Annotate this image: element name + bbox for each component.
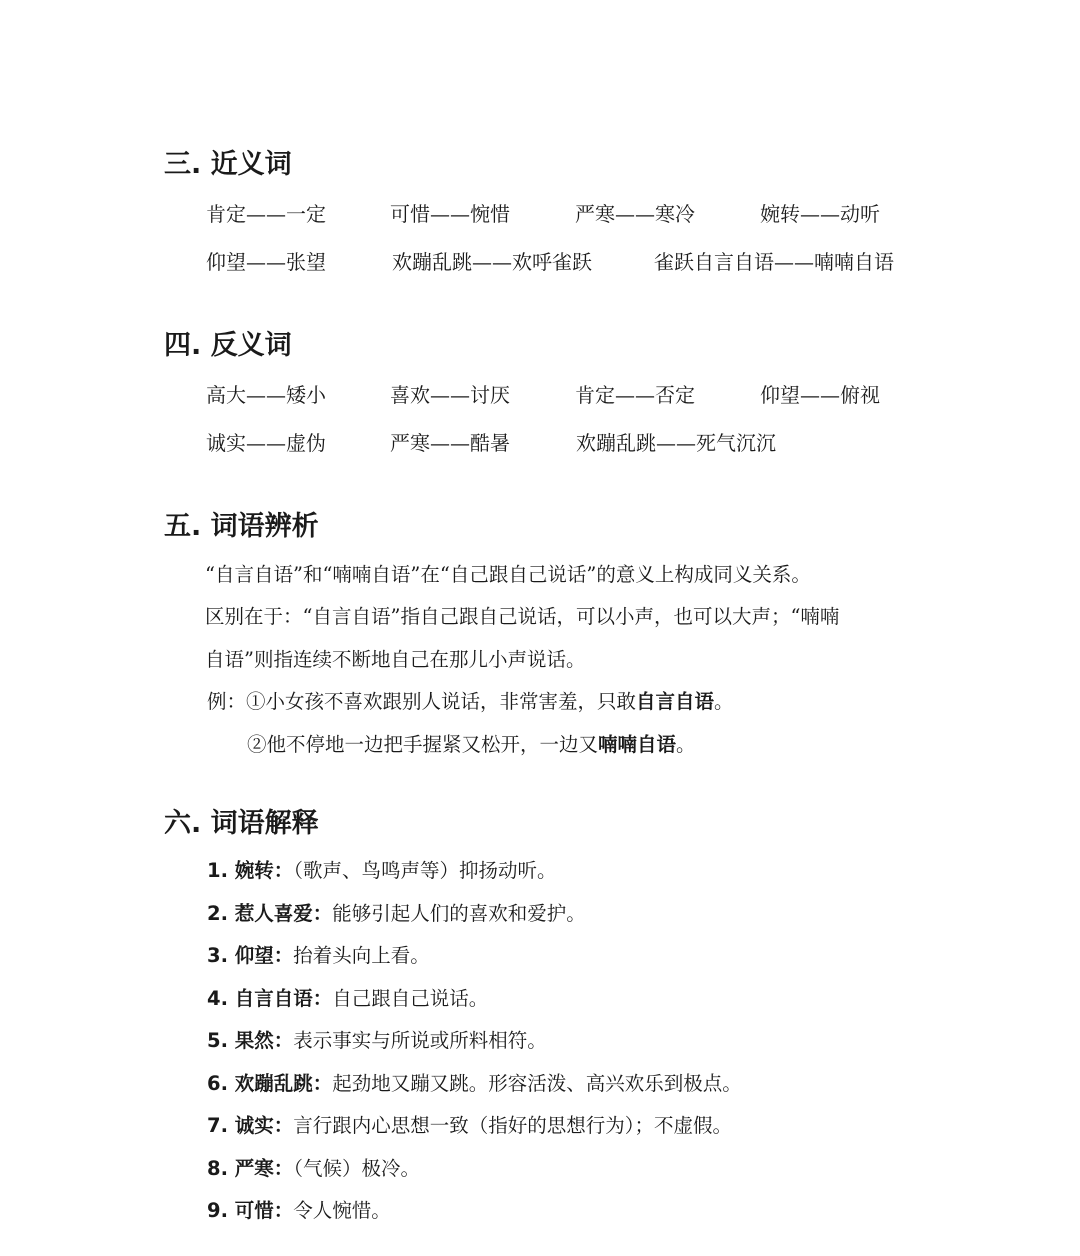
synonym-pair: 严寒——寒冷 <box>575 202 695 226</box>
definition-text: （歌声、鸟鸣声等）抑扬动听。 <box>293 859 557 882</box>
definition-term: 1. 婉转： <box>207 859 294 882</box>
definition-item <box>207 1025 547 1053</box>
definition-text: （气候）极冷。 <box>293 1157 421 1180</box>
section-heading-synonyms: 三. 近义词 <box>164 149 292 180</box>
synonym-pair: 欢蹦乱跳——欢呼雀跃 <box>392 250 592 274</box>
definition-term: 5. 果然： <box>207 1029 294 1052</box>
example-text: ②他不停地一边把手握紧又松开，一边又 <box>247 733 599 756</box>
example-sentence-1 <box>207 686 734 714</box>
synonym-pair: 雀跃自言自语——喃喃自语 <box>654 250 894 274</box>
synonym-pair: 婉转——动听 <box>760 202 880 226</box>
example-highlight: 自言自语 <box>636 690 715 713</box>
definition-term: 8. 严寒： <box>207 1157 294 1180</box>
antonym-pair: 严寒——酷暑 <box>390 431 510 455</box>
antonym-pair: 喜欢——讨厌 <box>390 383 510 407</box>
definition-term: 3. 仰望： <box>207 944 294 967</box>
definition-text: 起劲地又蹦又跳。形容活泼、高兴欢乐到极点。 <box>332 1072 742 1095</box>
definition-term: 7. 诚实： <box>207 1114 294 1137</box>
antonym-pair: 欢蹦乱跳——死气沉沉 <box>576 431 776 455</box>
antonym-pair: 仰望——俯视 <box>760 383 880 407</box>
definition-term: 2. 惹人喜爱： <box>207 902 333 925</box>
definition-term: 6. 欢蹦乱跳： <box>207 1072 333 1095</box>
example-sentence-2 <box>247 729 696 757</box>
example-text: 。 <box>676 733 696 756</box>
definition-term: 9. 可惜： <box>207 1199 294 1222</box>
definition-text: 言行跟内心思想一致（指好的思想行为）；不虚假。 <box>293 1114 733 1137</box>
definition-term: 4. 自言自语： <box>207 987 333 1010</box>
antonym-pair: 肯定——否定 <box>575 383 695 407</box>
definition-text: 抬着头向上看。 <box>293 944 430 967</box>
example-text: 。 <box>714 690 734 713</box>
definition-item <box>207 940 430 968</box>
definition-item <box>207 1068 742 1096</box>
analysis-paragraph-line: 自语”则指连续不断地自己在那儿小声说话。 <box>205 648 586 671</box>
definition-item <box>207 1110 732 1138</box>
synonym-pair: 肯定——一定 <box>206 202 326 226</box>
antonym-pair: 高大——矮小 <box>206 383 326 407</box>
section-heading-antonyms: 四. 反义词 <box>164 330 292 361</box>
definition-text: 自己跟自己说话。 <box>332 987 489 1010</box>
definition-text: 表示事实与所说或所料相符。 <box>293 1029 547 1052</box>
analysis-paragraph-line: 区别在于：“自言自语”指自己跟自己说话，可以小声，也可以大声；“喃喃 <box>205 605 840 628</box>
synonym-pair: 仰望——张望 <box>206 250 326 274</box>
analysis-paragraph-line: “自言自语”和“喃喃自语”在“自己跟自己说话”的意义上构成同义关系。 <box>205 563 811 586</box>
section-heading-word-analysis: 五. 词语辨析 <box>164 511 319 542</box>
definition-text: 能够引起人们的喜欢和爱护。 <box>332 902 586 925</box>
synonym-pair: 可惜——惋惜 <box>390 202 510 226</box>
example-highlight: 喃喃自语 <box>598 733 677 756</box>
definition-item <box>207 855 557 883</box>
section-heading-definitions: 六. 词语解释 <box>164 808 319 839</box>
definition-item <box>207 898 586 926</box>
definition-item <box>207 1153 420 1181</box>
antonym-pair: 诚实——虚伪 <box>206 431 326 455</box>
definition-item <box>207 1195 391 1223</box>
definition-text: 令人惋惜。 <box>293 1199 391 1222</box>
example-text: 例：①小女孩不喜欢跟别人说话，非常害羞，只敢 <box>207 690 637 713</box>
definition-item <box>207 983 488 1011</box>
